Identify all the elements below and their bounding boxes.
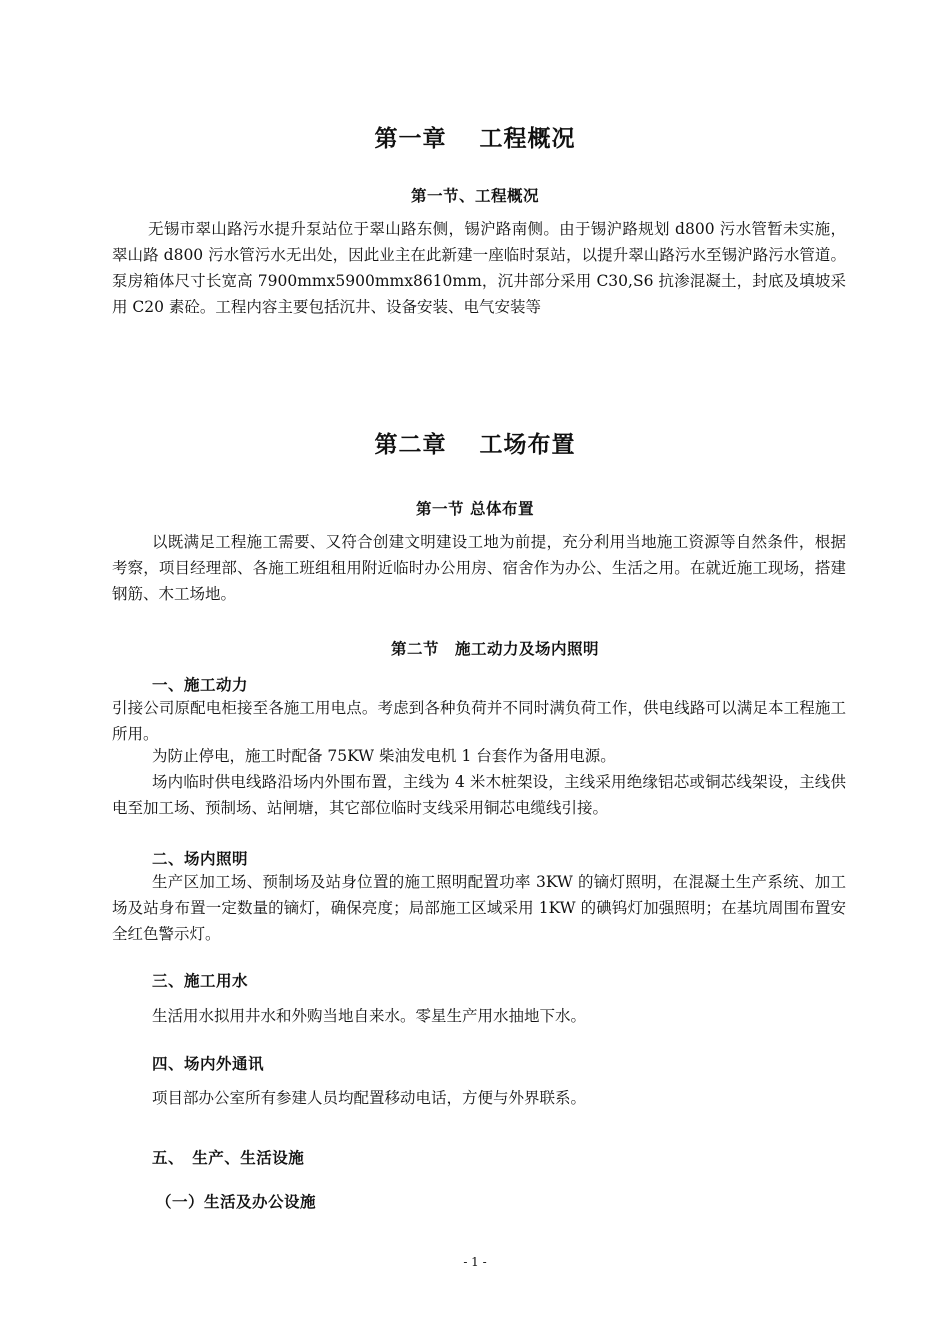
chapter2-title: 第二章 工场布置 <box>374 432 576 458</box>
lighting-paragraph: 生产区加工场、预制场及站身位置的施工照明配置功率 3KW 的镝灯照明，在混凝土生产系统、加工场及站身布置一定数量的镝灯，确保亮度；局部施工区域采用 1KW 的碘钨灯加强照明；在基坑周围布置安全红色警示灯。 <box>112 873 846 943</box>
water-heading: 三、施工用水 <box>152 972 249 990</box>
comm-heading: 四、场内外通讯 <box>152 1055 265 1073</box>
lighting-heading: 二、场内照明 <box>152 850 249 868</box>
chapter2-section1-paragraph: 以既满足工程施工需要、又符合创建文明建设工地为前提，充分利用当地施工资源等自然条件，根据考察，项目经理部、各施工班组租用附近临时办公用房、宿舍作为办公、生活之用。在就近施工现场，搭建钢筋、木工场地。 <box>112 533 846 603</box>
power-paragraph-1: 引接公司原配电柜接至各施工用电点。考虑到各种负荷并不同时满负荷工作，供电线路可以满足本工程施工所用。 <box>112 699 846 743</box>
chapter1-title: 第一章 工程概况 <box>374 126 576 152</box>
power-heading: 一、施工动力 <box>152 676 249 694</box>
comm-paragraph: 项目部办公室所有参建人员均配置移动电话，方便与外界联系。 <box>152 1089 587 1107</box>
chapter2-section1-title: 第一节 总体布置 <box>416 500 534 518</box>
facilities-heading: 五、 生产、生活设施 <box>152 1149 305 1167</box>
power-paragraph-2: 为防止停电，施工时配备 75KW 柴油发电机 1 台套作为备用电源。 <box>152 747 616 765</box>
chapter1-section1-title: 第一节、工程概况 <box>410 187 539 205</box>
facilities-subheading: （一）生活及办公设施 <box>156 1193 317 1211</box>
water-paragraph: 生活用水拟用井水和外购当地自来水。零星生产用水抽地下水。 <box>152 1007 587 1025</box>
chapter1-section1-paragraph: 无锡市翠山路污水提升泵站位于翠山路东侧，锡沪路南侧。由于锡沪路规划 d800 污水管暂未实施，翠山路 d800 污水管污水无出处，因此业主在此新建一座临时泵站，以提升翠山路污水至锡沪路污水管道。泵房箱体尺寸长宽高 7900mmx5900mmx8610mm，沉井部分采用 C30,S6 抗渗混凝土，封底及填坡采用 C20 素砼。工程内容主要包括沉井、设备安装、电气安装等 <box>112 220 846 316</box>
power-paragraph-3: 场内临时供电线路沿场内外围布置，主线为 4 米木桩架设，主线采用绝缘铝芯或铜芯线架设，主线供电至加工场、预制场、站闸塘，其它部位临时支线采用铜芯电缆线引接。 <box>112 773 846 817</box>
chapter2-section2-title: 第二节 施工动力及场内照明 <box>390 640 599 658</box>
page-number: - 1 - <box>463 1255 487 1269</box>
